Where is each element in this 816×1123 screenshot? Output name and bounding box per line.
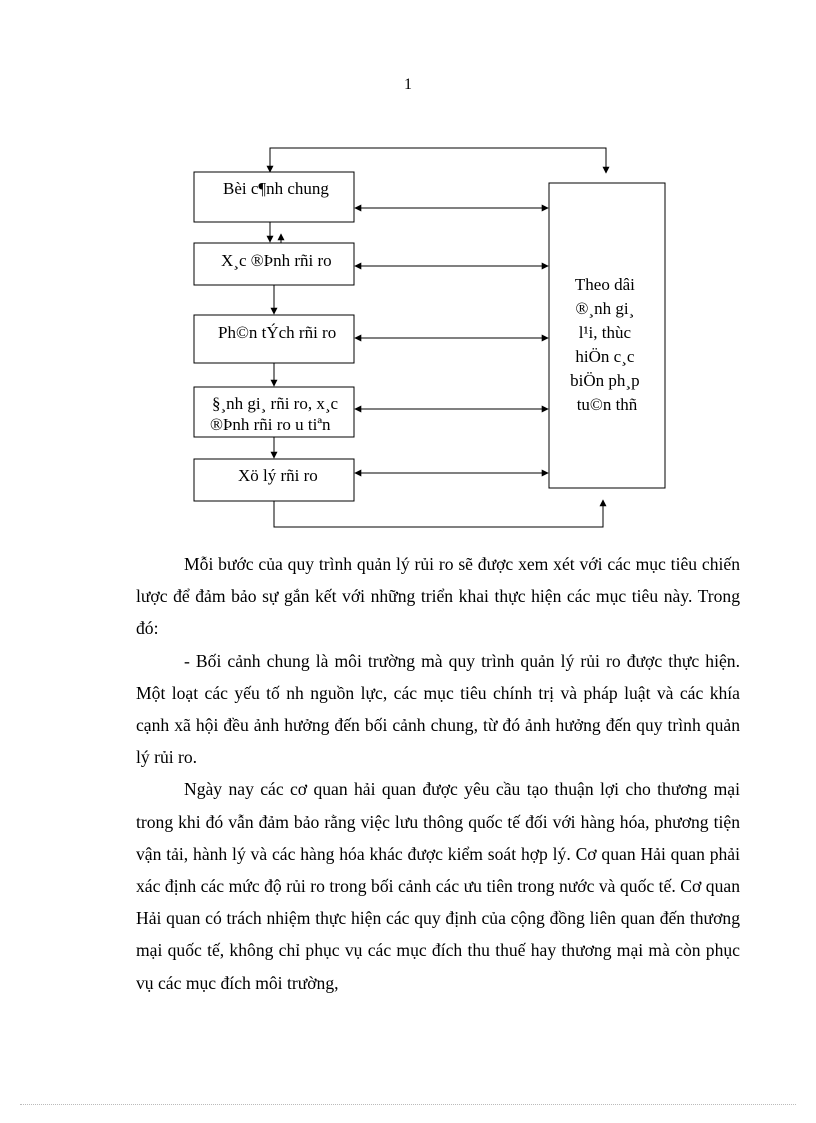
page-number: 1	[404, 76, 412, 93]
step-label-analyse: Ph©n tÝch rñi ro	[218, 323, 337, 342]
top-loop-line	[270, 148, 606, 173]
risk-management-flowchart	[0, 0, 816, 540]
paragraph-context: - Bối cảnh chung là môi trường mà quy trình quản lý rủi ro được thực hiện. Một loạt các yếu tố nh nguồn lực, các mục tiêu chính trị và pháp luật và các khía cạnh xã hội đều ảnh hưởng đến bối cảnh chung, từ đó ảnh hưởng đến quy trình quản lý rủi ro.	[136, 650, 740, 768]
body-text	[136, 548, 740, 999]
page-bottom-rule	[20, 1104, 796, 1105]
step-label-context: Bèi c¶nh chung	[223, 179, 329, 198]
monitor-label: Theo dâi ®¸nh gi¸ l¹i, thùc hiÖn c¸c biÖn ph¸p tu©n thñ	[570, 275, 640, 414]
step-label-identify: X¸c ®Þnh rñi ro	[221, 251, 332, 270]
paragraph-intro: Mỗi bước của quy trình quản lý rủi ro sẽ được xem xét với các mục tiêu chiến lược để đảm bảo sự gắn kết với những triển khai thực hiện các mục tiêu này. Trong đó:	[136, 554, 740, 639]
bottom-loop-line	[274, 500, 603, 527]
step-label-treat: Xö lý rñi ro	[238, 466, 318, 485]
paragraph-customs: Ngày nay các cơ quan hải quan được yêu cầu tạo thuận lợi cho thương mại trong khi đó vẫn đảm bảo rằng việc lưu thông quốc tế đối với hàng hóa, phương tiện vận tải, hành lý và các hàng hóa khác được kiểm soát hợp lý. Cơ quan Hải quan phải xác định các mức độ rủi ro trong bối cảnh các ưu tiên trong nước và quốc tế. Cơ quan Hải quan có trách nhiệm thực hiện các quy định của cộng đồng liên quan đến thương mại quốc tế, không chỉ phục vụ các mục đích thu thuế hay thương mại mà còn phục vụ các mục đích môi trường,	[136, 779, 740, 993]
step-label-evaluate: §¸nh gi¸ rñi ro, x¸c ®Þnh rñi ro u tiªn	[210, 394, 339, 434]
